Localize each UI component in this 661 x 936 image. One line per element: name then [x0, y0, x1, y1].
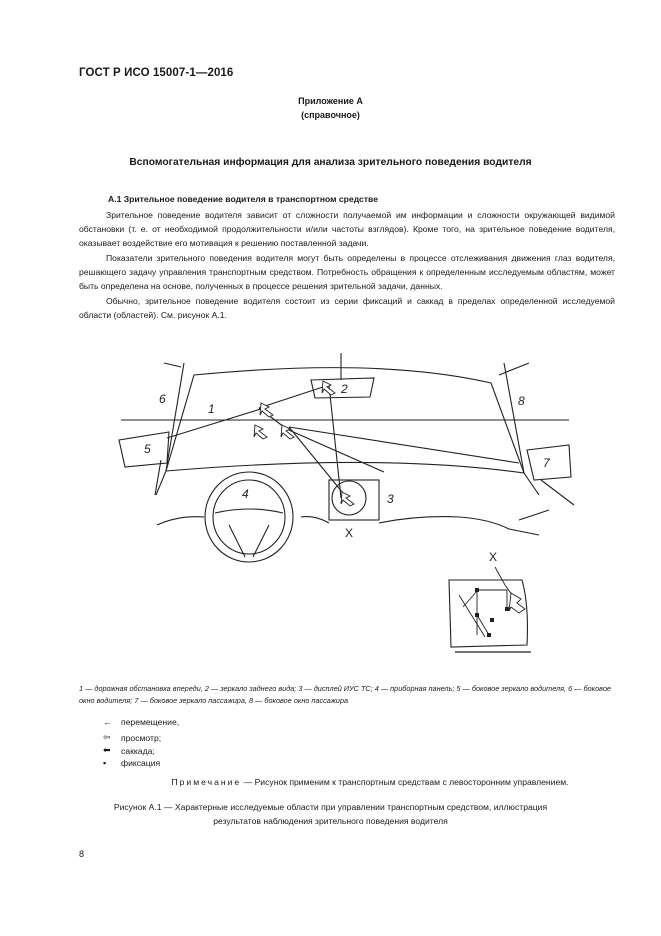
gaze-lines: [167, 385, 519, 472]
fixation-point: [505, 607, 509, 611]
fixation-point: [490, 618, 494, 622]
glance-icon-2: [254, 425, 267, 439]
legend-item-movement: [103, 717, 179, 727]
legend-label: просмотр;: [121, 732, 162, 743]
steering-wheel-spokes: [215, 509, 283, 557]
legend-item-fixation: [103, 758, 160, 768]
inset-detail: [449, 550, 531, 652]
area-label-4: 4: [242, 487, 249, 501]
legend-item-glance: [103, 732, 161, 743]
steering-wheel-outer: [205, 472, 293, 562]
legend-item-saccade: [103, 745, 155, 756]
driver-window-outline: [155, 363, 181, 495]
appendix-title: Приложение А: [298, 96, 363, 106]
fixation-point: [487, 633, 491, 637]
legend-label: перемещение,: [121, 717, 180, 727]
section-heading: А.1 Зрительное поведение водителя в транспортном средстве: [108, 194, 378, 204]
paragraph-1: Зрительное поведение водителя зависит от сложности получаемой им информации и сложности окружающей видимой обстановки (т. е. от необходимой продолжительности и/или частоты взглядов). Кроме того, на зрительное поведение водителя, оказывает воздействие его мотивация к решению поставленной задачи.: [79, 210, 615, 249]
x-label-main: X: [345, 526, 354, 540]
area-label-8: 8: [518, 394, 525, 408]
movement-arrow-icon: ←: [103, 717, 112, 727]
area-label-5: 5: [144, 442, 151, 456]
note-text: — Рисунок применим к транспортным средствам с левосторонним управлением.: [241, 777, 569, 787]
saccade-bold-arrow-icon: ⬅: [103, 745, 111, 755]
page-number: 8: [79, 849, 85, 859]
glance-icon-5: [341, 492, 354, 506]
driver-view-figure: [79, 345, 599, 665]
paragraph-3: Обычно, зрительное поведение водителя состоит из серии фиксаций и саккад в пределах определенной исследуемой области (областей). См. рисунок А.1.: [79, 296, 615, 321]
area-label-1: 1: [208, 402, 215, 416]
figure-key-caption: 1 — дорожная обстановка впереди, 2 — зеркало заднего вида; 3 — дисплей ИУС ТС; 4 — приборная панель; 5 — боковое зеркало водителя, 6 — боковое окно водителя; 7 — боковое зеркало пассажира, 8 — боковое окно пассажира: [79, 684, 611, 705]
x-label-inset: X: [489, 550, 498, 564]
legend-label: саккада;: [121, 745, 155, 756]
fixation-point: [475, 613, 479, 617]
document-header: ГОСТ Р ИСО 15007-1—2016: [79, 67, 234, 79]
glance-outline-arrow-icon: ⇦: [103, 732, 111, 742]
main-title: Вспомогательная информация для анализа зрительного поведения водителя: [129, 157, 532, 168]
note: [79, 777, 661, 787]
figure-title-line-1: Рисунок А.1 — Характерные исследуемые области при управлении транспортным средством, иллюстрация: [113, 802, 548, 812]
glance-icon-4: [322, 381, 335, 395]
area-label-7: 7: [543, 456, 550, 470]
figure-title-line-2: результатов наблюдения зрительного поведения водителя: [213, 816, 448, 826]
paragraph-2: Показатели зрительного поведения водителя могут быть определены в процессе отслеживания движения глаз водителя, решающего задачу управления транспортным средством. Потребность обращения к определенным исследуемым областям, может быть определена на основе, полученных в процессе решения зрительной задачи, данных.: [79, 253, 615, 292]
fixation-square-icon: ▪: [103, 758, 107, 768]
legend-label: фиксация: [121, 758, 161, 768]
gaze-mirror-display: [329, 385, 341, 498]
area-label-6: 6: [159, 392, 166, 406]
fixation-point: [475, 588, 479, 592]
steering-wheel-inner: [213, 480, 285, 554]
note-prefix: Примечание: [171, 777, 242, 787]
area-label-2: 2: [341, 382, 348, 396]
appendix-subtitle: (справочное): [301, 110, 360, 120]
area-label-3: 3: [387, 492, 394, 506]
